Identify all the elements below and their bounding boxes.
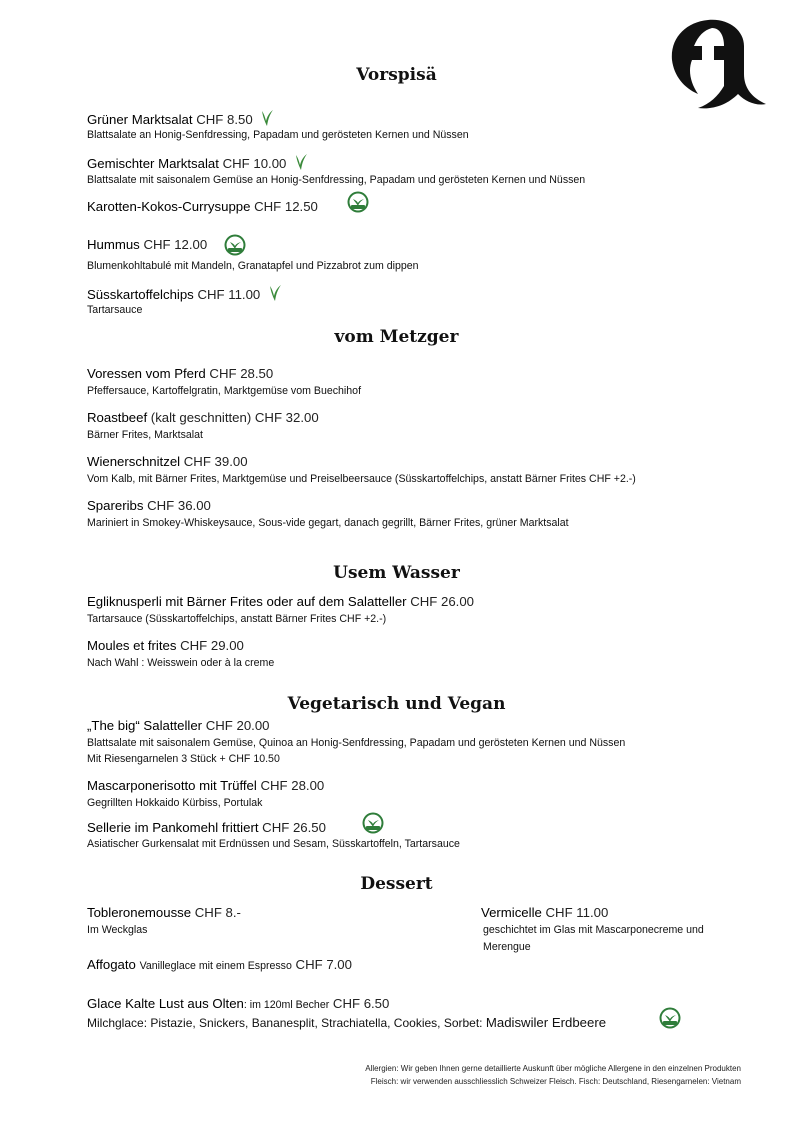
- item-price: CHF 8.50: [196, 112, 253, 127]
- item-name: Gemischter Marktsalat: [87, 156, 219, 171]
- vegan-badge-icon: [347, 191, 369, 213]
- item-price: CHF 11.00: [197, 287, 261, 302]
- item-price: CHF 26.00: [410, 594, 475, 609]
- item-price: CHF 26.50: [262, 820, 326, 835]
- item-name: Tobleronemousse: [87, 905, 192, 920]
- menu-item-spareribs: [87, 497, 211, 514]
- vegetarian-leaf-icon: [260, 109, 274, 127]
- section-title-dessert: Dessert: [360, 874, 433, 894]
- vegetarian-leaf-icon: [294, 153, 308, 171]
- item-description: [87, 1015, 606, 1031]
- item-price: CHF 6.50: [332, 996, 390, 1011]
- item-price: CHF 7.00: [295, 957, 352, 972]
- menu-item-moules: [87, 637, 244, 654]
- vegan-badge-icon: [362, 812, 384, 834]
- menu-item-glace: [87, 995, 389, 1014]
- menu-item-egliknusperli: [87, 593, 474, 610]
- section-title-wasser: Usem Wasser: [333, 563, 460, 583]
- item-name: Karotten-Kokos-Currysuppe: [87, 199, 251, 214]
- item-description: Bärner Frites, Marktsalat: [87, 429, 203, 441]
- item-description: Vom Kalb, mit Bärner Frites, Marktgemüse und Preiselbeersauce (Süsskartoffelchips, anstatt Bärner Frites CHF +2.-): [87, 473, 636, 485]
- glace-flavours: Milchglace: Pistazie, Snickers, Bananesplit, Strachiatella, Cookies, Sorbet:: [87, 1016, 483, 1030]
- item-name: Sellerie im Pankomehl frittiert: [87, 820, 259, 835]
- item-name: Affogato: [87, 957, 136, 972]
- item-name: Wienerschnitzel: [87, 454, 181, 469]
- item-description: Blattsalate mit saisonalem Gemüse, Quinoa an Honig-Senfdressing, Papadam und gerösteten Kernen und Nüssen: [87, 737, 626, 749]
- vegetarian-leaf-icon: [268, 284, 282, 302]
- vegan-badge-icon: [659, 1007, 681, 1029]
- item-description: geschichtet im Glas mit Mascarponecreme und: [483, 924, 704, 936]
- item-description-extra: Merengue: [483, 941, 531, 953]
- item-name: Spareribs: [87, 498, 144, 513]
- item-price: CHF 20.00: [205, 718, 270, 733]
- item-price: CHF 10.00: [222, 156, 287, 171]
- menu-item-the-big-salatteller: [87, 717, 270, 734]
- item-subtitle: Vanilleglace mit einem Espresso: [139, 960, 292, 972]
- item-description: Mariniert in Smokey-Whiskeysauce, Sous-vide gegart, danach gegrillt, Bärner Frites, grüner Marktsalat: [87, 517, 569, 529]
- item-price: CHF 29.00: [180, 638, 244, 653]
- item-description: Tartarsauce (Süsskartoffelchips, anstatt Bärner Frites CHF +2.-): [87, 613, 387, 625]
- item-description: Im Weckglas: [87, 924, 148, 936]
- item-price: CHF 8.-: [194, 905, 241, 920]
- vegan-badge-icon: [224, 234, 246, 256]
- menu-item-roastbeef: [87, 409, 319, 426]
- item-price: CHF 12.50: [254, 199, 318, 214]
- item-description: Tartarsauce: [87, 304, 143, 316]
- item-price: CHF 32.00: [254, 410, 319, 425]
- item-name: Hummus: [87, 237, 140, 252]
- item-name: Moules et frites: [87, 638, 177, 653]
- menu-item-voressen: [87, 365, 273, 382]
- item-name: Voressen vom Pferd: [87, 366, 206, 381]
- menu-item-tobleronemousse: [87, 904, 241, 921]
- menu-item-suesskartoffelchips: [87, 284, 282, 303]
- item-price: CHF 28.00: [260, 778, 325, 793]
- menu-item-affogato: [87, 956, 352, 975]
- glace-special-flavour: Madiswiler Erdbeere: [485, 1015, 607, 1030]
- menu-item-gemischter-marktsalat: [87, 153, 308, 172]
- menu-item-wienerschnitzel: [87, 453, 248, 470]
- section-title-vorspisa: Vorspisä: [356, 65, 437, 85]
- item-name: Grüner Marktsalat: [87, 112, 193, 127]
- item-description: Nach Wahl : Weisswein oder à la creme: [87, 657, 275, 669]
- item-name: „The big“ Salatteller: [87, 718, 203, 733]
- item-description: Gegrillten Hokkaido Kürbiss, Portulak: [87, 797, 263, 809]
- section-title-metzger: vom Metzger: [334, 327, 459, 347]
- item-description: Blattsalate mit saisonalem Gemüse an Honig-Senfdressing, Papadam und gerösteten Kernen und Nüssen: [87, 174, 586, 186]
- menu-item-karotten-suppe: [87, 198, 318, 215]
- item-price: CHF 36.00: [147, 498, 211, 513]
- item-price: CHF 28.50: [209, 366, 274, 381]
- menu-item-mascarponerisotto: [87, 777, 324, 794]
- menu-item-vermicelle: [481, 904, 608, 921]
- footer-allergen-note: Allergien: Wir geben Ihnen gerne detaillierte Auskunft über mögliche Allergene in den einzelnen Produkten: [365, 1064, 741, 1073]
- item-name: Glace Kalte Lust aus Olten: [87, 996, 244, 1011]
- item-subtitle: : im 120ml Becher: [243, 999, 330, 1011]
- menu-item-sellerie: [87, 819, 326, 836]
- item-description: Blumenkohltabulé mit Mandeln, Granatapfel und Pizzabrot zum dippen: [87, 260, 419, 272]
- item-extra: (kalt geschnitten): [150, 410, 252, 425]
- item-description: Blattsalate an Honig-Senfdressing, Papadam und gerösteten Kernen und Nüssen: [87, 129, 469, 141]
- footer-origin-note: Fleisch: wir verwenden ausschliesslich Schweizer Fleisch. Fisch: Deutschland, Riesengarnelen: Vietnam: [370, 1077, 741, 1086]
- item-price: CHF 11.00: [545, 905, 609, 920]
- item-description-extra: Mit Riesengarnelen 3 Stück + CHF 10.50: [87, 753, 280, 765]
- item-name: Mascarponerisotto mit Trüffel: [87, 778, 257, 793]
- item-price: CHF 39.00: [183, 454, 248, 469]
- menu-item-hummus: [87, 236, 207, 253]
- item-price: CHF 12.00: [143, 237, 208, 252]
- restaurant-logo: [668, 16, 766, 112]
- item-description: Pfeffersauce, Kartoffelgratin, Marktgemüse vom Buechihof: [87, 385, 362, 397]
- menu-item-gruener-marktsalat: [87, 109, 274, 128]
- item-name: Roastbeef: [87, 410, 148, 425]
- item-name: Vermicelle: [481, 905, 542, 920]
- item-name: Süsskartoffelchips: [87, 287, 194, 302]
- section-title-vegi: Vegetarisch und Vegan: [287, 694, 506, 714]
- item-name: Egliknusperli mit Bärner Frites oder auf dem Salatteller: [87, 594, 407, 609]
- item-description: Asiatischer Gurkensalat mit Erdnüssen und Sesam, Süsskartoffeln, Tartarsauce: [87, 838, 460, 850]
